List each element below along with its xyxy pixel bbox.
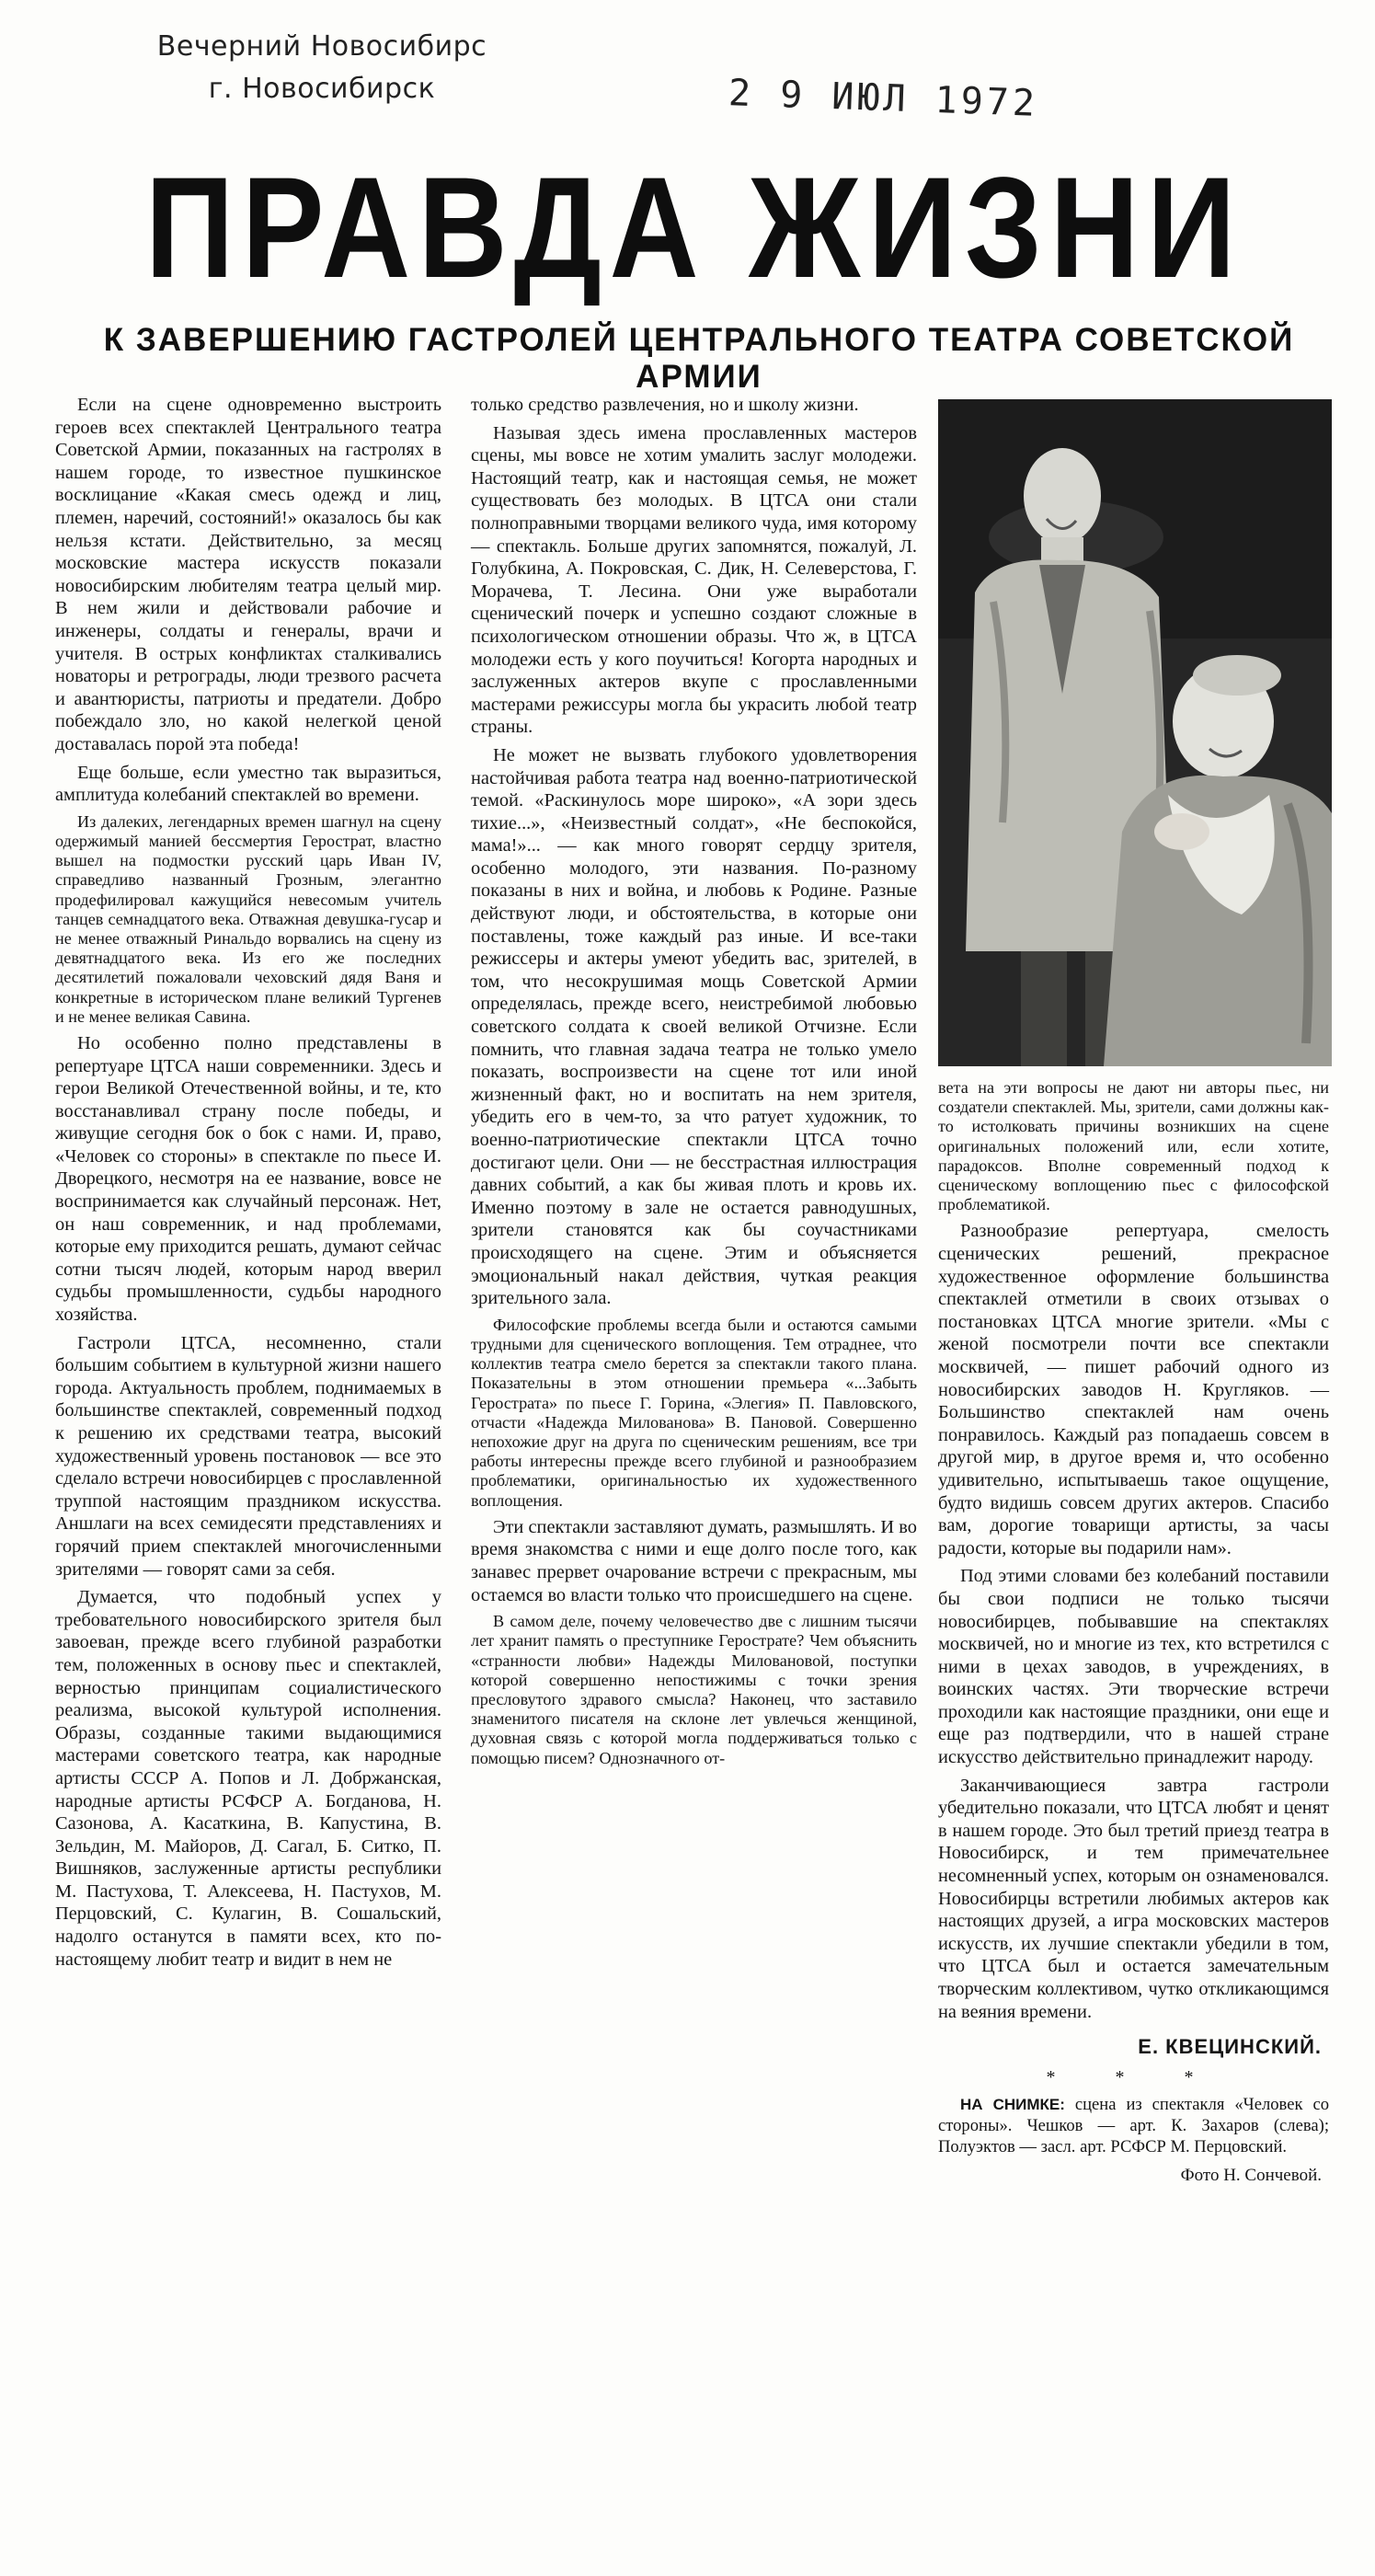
article-column-2 <box>471 394 917 1774</box>
caption-text: сцена из спектакля «Человек со стороны». Чешков — арт. К. Захаров (слева); Полуэктов — засл. арт. РСФСР М. Перцовский. <box>938 2095 1330 2157</box>
paragraph: Не может не вызвать глубокого удовлетворения настойчивая работа театра над военно-патриотической темой. «Раскинулось море широко», «А зори здесь тихие...», «Неизвестный солдат», «Не беспокойся, мама!»... — как много говорят сердцу зрителя, особенно молодого, эти названия. По-разному показаны в них и война, и любовь к Родине. Разные действуют люди, и обстоятельства, в которые они поставлены, тоже каждый раз иные. И все-таки режиссеры и актеры умеют убедить вас, зрителей, в том, что несокрушимая мощь Советской Армии определялась, прежде всего, неистребимой любовью советского солдата к своей великой Отчизне. Если помнить, что главная задача театра не только умело показать, воспроизвести на сцене тот или иной жизненный факт, но и воспитать на нем зрителя, убедить его в чем-то, за что ратует художник, то военно-патриотические спектакли ЦТСА точно достигают цели. Они — не бесстрастная иллюстрация давних событий, а как бы живая плоть и кровь их. Именно поэтому в зале не остается равнодушных, зрители становятся как бы соучастниками происходящего на сцене. Этим и объясняется эмоциональный накал действия, чуткая реакция зрительного зала. <box>471 744 917 1309</box>
paragraph: Но особенно полно представлены в репертуаре ЦТСА наши современники. Здесь и герои Великой Отечественной войны, и те, кто восстанавливал страну после победы, и живущие сегодня бок о бок с нами. И, право, «Человек со стороны» в спектакле по пьесе И. Дворецкого, несмотря на ее название, вовсе не воспринимается как случайный персонаж. Нет, он наш современник, и над проблемами, которые ему приходится решать, думают сейчас сотни тысяч людей, которым народ вверил судьбы промышленности, судьбы народного хозяйства. <box>55 1032 441 1326</box>
theater-scene-photo <box>938 399 1332 1066</box>
paragraph: Гастроли ЦТСА, несомненно, стали большим событием в культурной жизни нашего города. Актуальность проблем, поднимаемых в большинстве спектаклей, современный подход к решению их средствами театра, высокий художественный уровень постановок — все это сделало встречи новосибирцев с прославленной труппой настоящим праздником искусства. Аншлаги на всех семидесяти представлениях и горячий прием спектаклей многочисленными зрителями — говорят сами за себя. <box>55 1332 441 1580</box>
paragraph: Эти спектакли заставляют думать, размышлять. И во время знакомства с ними и еще долго после того, как занавес прервет очарование встречи с прекрасным, мы остаемся во власти только что происшедшего на сцене. <box>471 1516 917 1605</box>
stamp-newspaper-name: Вечерний Новосибирс <box>156 30 487 63</box>
caption-label: НА СНИМКЕ: <box>960 2096 1065 2114</box>
author-signature: Е. КВЕЦИНСКИЙ. <box>1138 2035 1322 2059</box>
paragraph: Если на сцене одновременно выстроить героев всех спектаклей Центрального театра Советской Армии, показанных на гастролях в нашем городе, то известное пушкинское восклицание «Какая смесь одежд и лиц, племен, наречий, состояний!» оказалось бы как нельзя кстати. Действительно, за месяц московские мастера искусств показали новосибирским любителям театра целый мир. В нем жили и действовали рабочие и инженеры, солдаты и генералы, врачи и учителя. В острых конфликтах сталкивались новаторы и ретрограды, люди трезвого расчета и авантюристы, патриоты и предатели. Добро побеждало зло, но какой нелегкой ценой доставалась порой эта победа! <box>55 395 441 754</box>
paragraph: Под этими словами без колебаний поставили бы свои подписи не только тысячи новосибирцев, побывавшие на спектаклях москвичей, но и многие из тех, кто встретился с ними в цехах заводов, в учреждениях, в воинских частях. Эти творческие встречи проходили как настоящие праздники, они еще и еще раз подтвердили, что в нашей стране искусство действительно принадлежит народу. <box>938 1566 1329 1768</box>
separator-stars: * * * <box>1046 2066 1221 2087</box>
photo-credit: Фото Н. Сончевой. <box>1180 2166 1322 2186</box>
stamp-city: г. Новосибирск <box>208 73 436 105</box>
headline: ПРАВДА ЖИЗНИ <box>144 148 1244 308</box>
paragraph: вета на эти вопросы не дают ни авторы пьес, ни создатели спектаклей. Мы, зрители, сами должны как-то истолковать причины возникших на сцене оригинальных положений или, если хотите, парадоксов. Вполне современный подход к сценическому воплощению пьес с философской проблематикой. <box>938 1078 1329 1214</box>
paragraph: Разнообразие репертуара, смелость сценических решений, прекрасное художественное оформление большинства спектаклей отметили в своих отзывах о постановках ЦТСА многие зрители. «Мы с женой посмотрели почти все спектакли москвичей, — пишет рабочий одного из новосибирских заводов Н. Кругляков. — Большинство спектаклей нам очень понравилось. Каждый раз попадаешь совсем в другой мир, в другое время и, что особенно удивительно, испытываешь такое ощущение, будто видишь совсем других актеров. Спасибо вам, дорогие товарищи артисты, за часы радости, которые вы подарили нам». <box>938 1221 1329 1558</box>
article-column-1 <box>55 394 441 1976</box>
date-stamp: 2 9 ИЮЛ 1972 <box>728 72 1039 125</box>
paragraph: только средство развлечения, но и школу жизни. <box>471 395 859 415</box>
paragraph: Думается, что подобный успех у требовательного новосибирского зрителя был завоеван, прежде всего глубиной разработки тем, положенных в основу пьес и спектаклей, верностью принципам социалистического реализма, высокой культурой исполнения. Образы, созданные такими выдающимися мастерами советского театра, как народные артисты СССР А. Попов и Л. Добржанская, народные артисты РСФСР А. Богданова, Н. Сазонова, А. Касаткина, В. Капустина, В. Зельдин, М. Майоров, Д. Сагал, Б. Ситко, П. Вишняков, заслуженные артисты республики М. Пастухова, Т. Алексеева, Н. Пастухов, М. Перцовский, С. Кулагин, В. Сошальский, надолго останутся в памяти всех, кто по-настоящему любит театр и видит в нем не <box>55 1587 441 1970</box>
paragraph: Еще больше, если уместно так выразиться, амплитуда колебаний спектаклей во времени. <box>55 762 441 806</box>
paragraph: Из далеких, легендарных времен шагнул на сцену одержимый манией бессмертия Герострат, властно вышел на подмостки русский царь Иван IV, справедливо названный Грозным, элегантно продефилировал кажущийся невесомым учитель танцев семнадцатого века. Отважная девушка-гусар и не менее отважный Ринальдо ворвались на сцену из девятнадцатого века. Из его же последних десятилетий пожаловали чеховский дядя Ваня и конкретные в историческом плане великий Тургенев и не менее великая Савина. <box>55 811 441 1026</box>
photo-caption <box>938 2094 1329 2157</box>
paragraph: Называя здесь имена прославленных мастеров сцены, мы вовсе не хотим умалить заслуг молодежи. Настоящий театр, как и настоящая семья, не может существовать без молодых. В ЦТСА они стали полноправными творцами великого чуда, имя которому — спектакль. Больше других запомнятся, пожалуй, Л. Голубкина, А. Покровская, С. Дик, Н. Селеверстова, Г. Морачева, Т. Лесина. Они уже выработали сценический почерк и успешно создают сложные в психологическом отношении образы. Что ж, в ЦТСА молодежи есть у кого поучиться! Когорта народных и заслуженных актеров вкупе с прославленными мастерами режиссуры могла бы украсить любой театр страны. <box>471 422 917 738</box>
article-photo <box>938 399 1332 1066</box>
subheadline: К ЗАВЕРШЕНИЮ ГАСТРОЛЕЙ ЦЕНТРАЛЬНОГО ТЕАТРА СОВЕТСКОЙ АРМИИ <box>103 322 1295 395</box>
paragraph: Заканчивающиеся завтра гастроли убедительно показали, что ЦТСА любят и ценят в нашем городе. Это был третий приезд театра в Новосибирск, и тем примечательнее несомненный успех, которым он ознаменовался. Новосибирцы встретили любимых актеров как настоящих друзей, а игра московских мастеров искусств, их лучшие спектакли убедили в том, что ЦТСА был и остается замечательным творческим коллективом, чутко откликающимся на веяния времени. <box>938 1775 1329 2022</box>
article-column-3 <box>938 1078 1329 2188</box>
paragraph: Философские проблемы всегда были и остаются самыми трудными для сценического воплощения. Тем отраднее, что коллектив театра смело берется за спектакли такого плана. Показательны в этом отношении премьера «...Забыть Герострата» по пьесе Г. Горина, «Элегия» П. Павловского, отчасти «Надежда Милованова» В. Пановой. Совершенно непохожие друг на друга по сценическим решениям, все три работы интересны прежде всего глубиной и разнообразием проблематики, оригинальностью их художественного воплощения. <box>471 1315 917 1510</box>
paragraph: В самом деле, почему человечество две с лишним тысячи лет хранит память о преступнике Герострате? Чем объяснить «странности любви» Надежды Миловановой, поступки которой совершенно непостижимы с точки зрения пресловутого здравого смысла? Наконец, что заставило знаменитого писателя на склоне лет увлечься женщиной, духовная связь с которой могла поддерживаться только с помощью писем? Однозначного от- <box>471 1612 917 1767</box>
newspaper-stamp <box>138 26 506 110</box>
